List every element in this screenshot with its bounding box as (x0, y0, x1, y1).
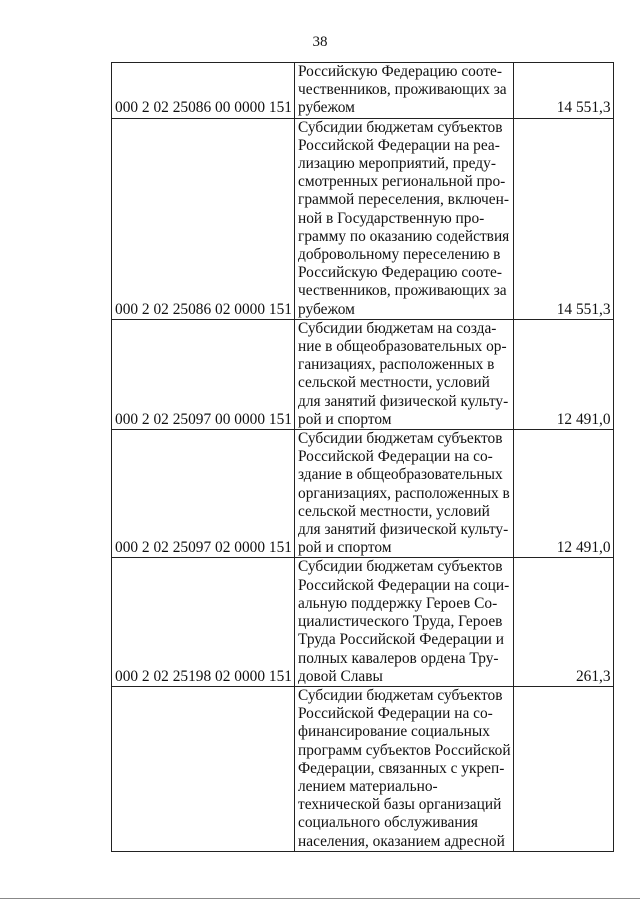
description-line: социального обслуживания (298, 814, 478, 832)
amount-cell: 14 551,3 (513, 63, 613, 119)
description-line: населения, оказанием адресной (298, 832, 505, 850)
description-cell (295, 319, 514, 429)
description-line: рубежом (298, 99, 355, 117)
description-line: ной в Государственную про- (298, 209, 485, 227)
description-line: организациях, расположенных в (298, 484, 510, 502)
description-line: рубежом (298, 300, 355, 318)
description-line: Российской Федерации на со- (298, 705, 493, 723)
description-line: Федерации, связанных с укреп- (298, 759, 505, 777)
description-line: финансирование социальных (298, 723, 490, 741)
table-row (112, 319, 614, 429)
description-line: ние в общеобразовательных ор- (298, 338, 507, 356)
description-line: Российскую Федерацию соотe- (298, 264, 503, 282)
description-line: Российскую Федерацию соотe- (298, 63, 503, 80)
amount-cell (513, 686, 613, 851)
description-line: Субсидии бюджетам субъектов (298, 686, 503, 704)
description-line: Российской Федерации на реа- (298, 136, 500, 154)
description-line: лением материально- (298, 777, 438, 795)
budget-code-cell: 000 2 02 25097 02 0000 151 (112, 430, 295, 558)
description-line: Российской Федерации на соци- (298, 576, 510, 594)
description-line: полных кавалеров ордена Тру- (298, 649, 499, 667)
table-row (112, 430, 614, 558)
description-line: довой Славы (298, 667, 383, 685)
description-line: Российской Федерации на со- (298, 448, 493, 466)
page-bottom-edge (0, 898, 640, 899)
description-line: добровольному переселению в (298, 246, 501, 264)
table-row (112, 118, 614, 319)
table-row (112, 63, 614, 119)
budget-classification-table (111, 62, 614, 852)
description-line: Труда Российской Федерации и (298, 631, 505, 649)
description-line: альную поддержку Героев Со- (298, 594, 498, 612)
description-cell (295, 430, 514, 558)
amount-cell: 12 491,0 (513, 430, 613, 558)
description-line: грамму по оказанию содействия (298, 227, 510, 245)
page-number: 38 (312, 34, 328, 50)
description-line: для занятий физической культу- (298, 392, 509, 410)
description-line: Субсидии бюджетам субъектов (298, 118, 503, 136)
description-line: циалистического Труда, Героев (298, 613, 503, 631)
description-line: граммой переселения, включен- (298, 191, 509, 209)
description-line: программ субъектов Российской (298, 741, 511, 759)
budget-code-cell: 000 2 02 25198 02 0000 151 (112, 558, 295, 686)
description-line: сельской местности, условий (298, 374, 490, 392)
description-line: для занятий физической культу- (298, 521, 509, 539)
budget-code-cell: 000 2 02 25086 00 0000 151 (112, 63, 295, 119)
description-line: сельской местности, условий (298, 502, 490, 520)
description-line: Субсидии бюджетам на созда- (298, 319, 497, 337)
description-line: Субсидии бюджетам субъектов (298, 430, 503, 448)
description-cell (295, 686, 514, 851)
description-line: рой и спортом (298, 410, 392, 428)
description-line: рой и спортом (298, 539, 392, 557)
description-line: здание в общеобразовательных (298, 466, 503, 484)
description-line: чественников, проживающих за (298, 81, 507, 99)
amount-cell: 14 551,3 (513, 118, 613, 319)
budget-code-cell (112, 686, 295, 851)
description-line: смотренных региональной про- (298, 173, 506, 191)
description-line: технической базы организаций (298, 796, 502, 814)
description-cell (295, 118, 514, 319)
table-row (112, 558, 614, 686)
description-line: лизацию мероприятий, преду- (298, 155, 496, 173)
budget-code-cell: 000 2 02 25097 00 0000 151 (112, 319, 295, 429)
budget-code-cell: 000 2 02 25086 02 0000 151 (112, 118, 295, 319)
description-cell (295, 558, 514, 686)
amount-cell: 12 491,0 (513, 319, 613, 429)
description-cell (295, 63, 514, 119)
description-line: чественников, проживающих за (298, 282, 507, 300)
table-row (112, 686, 614, 851)
description-line: Субсидии бюджетам субъектов (298, 558, 503, 576)
description-line: ганизациях, расположенных в (298, 356, 495, 374)
amount-cell: 261,3 (513, 558, 613, 686)
table-body (112, 63, 614, 852)
